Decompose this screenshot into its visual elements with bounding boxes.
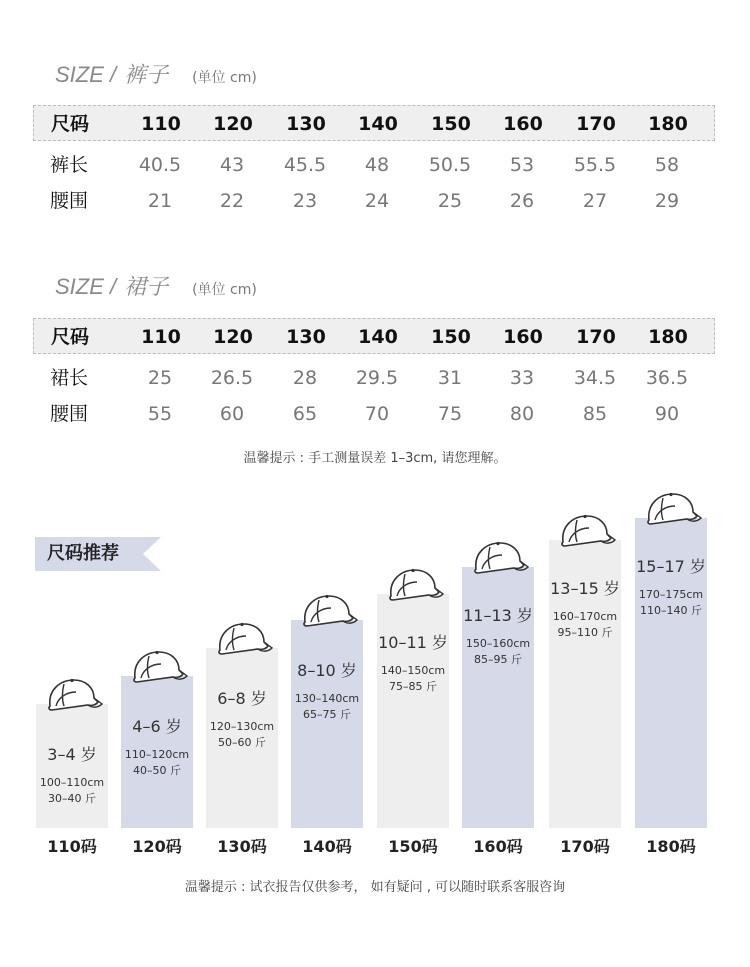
pants-waist-cell: 21 [147, 190, 173, 212]
size-bar-content [377, 630, 449, 695]
skirt-header-cell: 150 [431, 326, 471, 348]
skirt-header-cell: 110 [141, 326, 181, 348]
size-bar-content [635, 554, 707, 619]
height-range: 160–170cm [552, 610, 618, 623]
pants-row-waist [33, 183, 715, 219]
skirt-header-cell: 140 [358, 326, 398, 348]
size-label: 170码 [560, 837, 610, 856]
cap-icon [641, 490, 705, 530]
size-bar-180码 [635, 518, 707, 828]
pants-header-label: 尺码 [50, 113, 89, 135]
skirt-row-length [33, 360, 715, 396]
pants-length-cell: 45.5 [283, 154, 327, 176]
age-range: 15–17 岁 [636, 557, 706, 576]
cap-icon [383, 566, 447, 606]
skirt-waist-cell: 55 [147, 403, 173, 425]
skirt-header-cell: 170 [576, 326, 616, 348]
weight-range: 85–95 斤 [474, 653, 522, 666]
skirt-waist-cell: 70 [364, 403, 390, 425]
pants-header-row [33, 105, 715, 141]
skirt-row-waist [33, 396, 715, 432]
skirt-waist-label: 腰围 [49, 403, 88, 425]
pants-title: SIZE / 裤子 (单位 cm) [55, 62, 257, 88]
weight-range: 65–75 斤 [303, 708, 351, 721]
size-bar-150码 [377, 594, 449, 828]
pants-header-cell: 120 [213, 113, 253, 135]
pants-length-cell: 40.5 [138, 154, 182, 176]
pants-length-cell: 53 [509, 154, 535, 176]
size-bar-content [549, 576, 621, 641]
size-bar-content [462, 603, 534, 668]
pants-length-cell: 43 [219, 154, 245, 176]
size-bar-content [206, 686, 278, 751]
pants-header-cell: 180 [648, 113, 688, 135]
skirt-waist-cell: 65 [292, 403, 318, 425]
cap-icon [555, 512, 619, 552]
pants-waist-cell: 22 [219, 190, 245, 212]
pants-header-cell: 130 [286, 113, 326, 135]
size-bar-160码 [462, 567, 534, 828]
pants-length-cell: 55.5 [573, 154, 617, 176]
pants-length-cell: 48 [364, 154, 390, 176]
age-range: 13–15 岁 [550, 579, 620, 598]
size-label: 130码 [217, 837, 267, 856]
size-label: 120码 [132, 837, 182, 856]
cap-icon [127, 648, 191, 688]
skirt-length-cell: 31 [437, 367, 463, 389]
skirt-length-cell: 25 [147, 367, 173, 389]
pants-waist-cell: 29 [654, 190, 680, 212]
age-range: 11–13 岁 [463, 606, 533, 625]
size-bar-130码 [206, 648, 278, 828]
pants-waist-cell: 27 [582, 190, 608, 212]
pants-waist-label: 腰围 [49, 190, 88, 212]
pants-waist-cell: 26 [509, 190, 535, 212]
size-bar-120码 [121, 676, 193, 828]
pants-waist-cell: 23 [292, 190, 318, 212]
pants-waist-cell: 24 [364, 190, 390, 212]
weight-range: 75–85 斤 [389, 680, 437, 693]
skirt-waist-cell: 60 [219, 403, 245, 425]
skirt-length-cell: 34.5 [573, 367, 617, 389]
size-bar-110码 [36, 704, 108, 828]
pants-header-cell: 110 [141, 113, 181, 135]
pants-header-cell: 170 [576, 113, 616, 135]
skirt-header-row [33, 318, 715, 354]
size-label: 140码 [302, 837, 352, 856]
weight-range: 110–140 斤 [640, 604, 702, 617]
weight-range: 95–110 斤 [557, 626, 613, 639]
height-range: 100–110cm [39, 776, 105, 789]
skirt-header-cell: 160 [503, 326, 543, 348]
recommend-tag-label: 尺码推荐 [47, 543, 119, 564]
skirt-header-cell: 120 [213, 326, 253, 348]
skirt-waist-cell: 90 [654, 403, 680, 425]
pants-header-cell: 140 [358, 113, 398, 135]
age-range: 4–6 岁 [132, 717, 182, 736]
skirt-length-cell: 33 [509, 367, 535, 389]
pants-length-label: 裤长 [49, 154, 88, 176]
height-range: 110–120cm [124, 748, 190, 761]
weight-range: 40–50 斤 [133, 764, 181, 777]
cap-icon [42, 676, 106, 716]
pants-waist-cell: 25 [437, 190, 463, 212]
size-bar-content [36, 742, 108, 807]
age-range: 3–4 岁 [47, 745, 97, 764]
cap-icon [468, 539, 532, 579]
skirt-waist-cell: 80 [509, 403, 535, 425]
age-range: 10–11 岁 [378, 633, 448, 652]
cap-icon [212, 620, 276, 660]
pants-header-cell: 160 [503, 113, 543, 135]
pants-length-cell: 50.5 [428, 154, 472, 176]
skirt-length-cell: 28 [292, 367, 318, 389]
size-label: 110码 [47, 837, 97, 856]
skirt-header-cell: 180 [648, 326, 688, 348]
size-label: 150码 [388, 837, 438, 856]
skirt-title: SIZE / 裙子 (单位 cm) [55, 274, 257, 300]
skirt-length-label: 裙长 [49, 367, 88, 389]
age-range: 8–10 岁 [297, 661, 357, 680]
height-range: 130–140cm [294, 692, 360, 705]
skirt-waist-cell: 75 [437, 403, 463, 425]
skirt-waist-cell: 85 [582, 403, 608, 425]
size-bar-170码 [549, 540, 621, 828]
cap-icon [297, 592, 361, 632]
size-label: 160码 [473, 837, 523, 856]
measure-note: 温馨提示 : 手工测量误差 1–3cm, 请您理解。 [243, 451, 507, 466]
size-bar-content [291, 658, 363, 723]
weight-range: 50–60 斤 [218, 736, 266, 749]
pants-row-length [33, 147, 715, 183]
height-range: 170–175cm [638, 588, 704, 601]
height-range: 140–150cm [380, 664, 446, 677]
recommend-tag [35, 537, 161, 571]
size-label: 180码 [646, 837, 696, 856]
pants-header-cell: 150 [431, 113, 471, 135]
pants-length-cell: 58 [654, 154, 680, 176]
height-range: 120–130cm [209, 720, 275, 733]
size-bar-content [121, 714, 193, 779]
fit-note: 温馨提示 : 试衣报告仅供参考， 如有疑问 , 可以随时联系客服咨询 [184, 880, 566, 895]
size-bar-140码 [291, 620, 363, 828]
skirt-header-label: 尺码 [50, 326, 89, 348]
weight-range: 30–40 斤 [48, 792, 96, 805]
height-range: 150–160cm [465, 637, 531, 650]
skirt-header-cell: 130 [286, 326, 326, 348]
skirt-length-cell: 36.5 [645, 367, 689, 389]
skirt-length-cell: 26.5 [210, 367, 254, 389]
skirt-length-cell: 29.5 [355, 367, 399, 389]
age-range: 6–8 岁 [217, 689, 267, 708]
